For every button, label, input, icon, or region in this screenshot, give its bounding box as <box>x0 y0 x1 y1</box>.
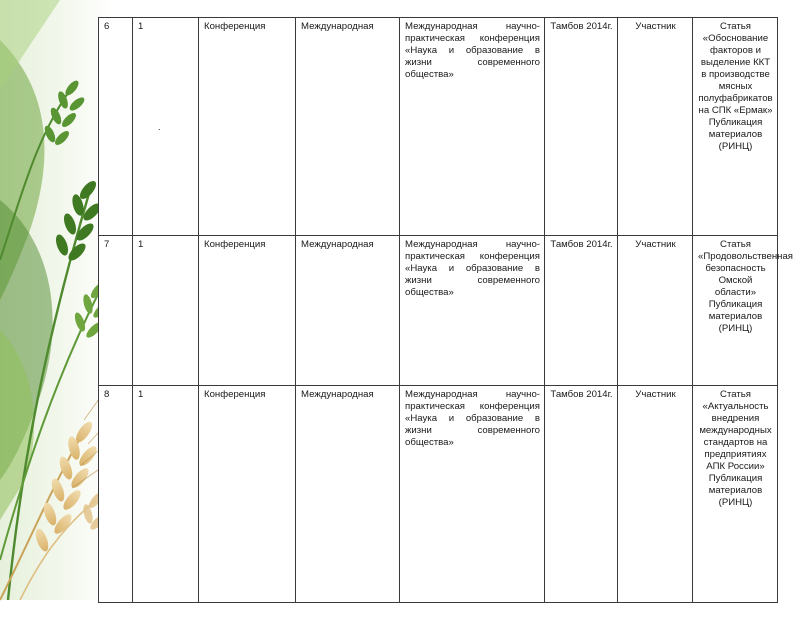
event-place-date: Тамбов 2014г. <box>545 386 618 603</box>
event-level: Международная <box>296 386 400 603</box>
event-type: Конференция <box>199 236 296 386</box>
events-table <box>98 17 793 603</box>
event-level: Международная <box>296 18 400 236</box>
participants-count <box>133 18 199 236</box>
participation-role: Участник <box>618 386 693 603</box>
row-number: 8 <box>99 386 133 603</box>
event-result: Статья «Обоснование факторов и выделение ККТ в производстве мясных полуфабрикатов на СПК «Ермак» Публикация материалов (РИНЦ) <box>693 18 778 236</box>
participation-role: Участник <box>618 236 693 386</box>
event-result: Статья «Актуальность внедрения международных стандартов на предприятиях АПК России» Публикация материалов (РИНЦ) <box>693 386 778 603</box>
table-row <box>99 386 778 603</box>
participants-count: 1 <box>133 386 199 603</box>
event-type: Конференция <box>199 18 296 236</box>
event-place-date: Тамбов 2014г. <box>545 18 618 236</box>
participation-role: Участник <box>618 18 693 236</box>
table-row <box>99 236 778 386</box>
events-table-container <box>98 17 798 617</box>
event-name: Международная научно-практическая конференция «Наука и образование в жизни современного общества» <box>400 236 545 386</box>
event-level: Международная <box>296 236 400 386</box>
participants-count: 1 <box>133 236 199 386</box>
wheat-decoration-icon <box>0 0 112 600</box>
event-result: Статья «Продовольственная безопасность Омской области» Публикация материалов (РИНЦ) <box>693 236 778 386</box>
table-row <box>99 18 778 236</box>
event-place-date: Тамбов 2014г. <box>545 236 618 386</box>
row-number: 6 <box>99 18 133 236</box>
stray-dot: . <box>158 122 161 132</box>
row-number: 7 <box>99 236 133 386</box>
participants-count-value: 1 <box>138 21 144 32</box>
event-name: Международная научно-практическая конференция «Наука и образование в жизни современного общества» <box>400 386 545 603</box>
event-name: Международная научно-практическая конференция «Наука и образование в жизни современного общества» <box>400 18 545 236</box>
event-type: Конференция <box>199 386 296 603</box>
